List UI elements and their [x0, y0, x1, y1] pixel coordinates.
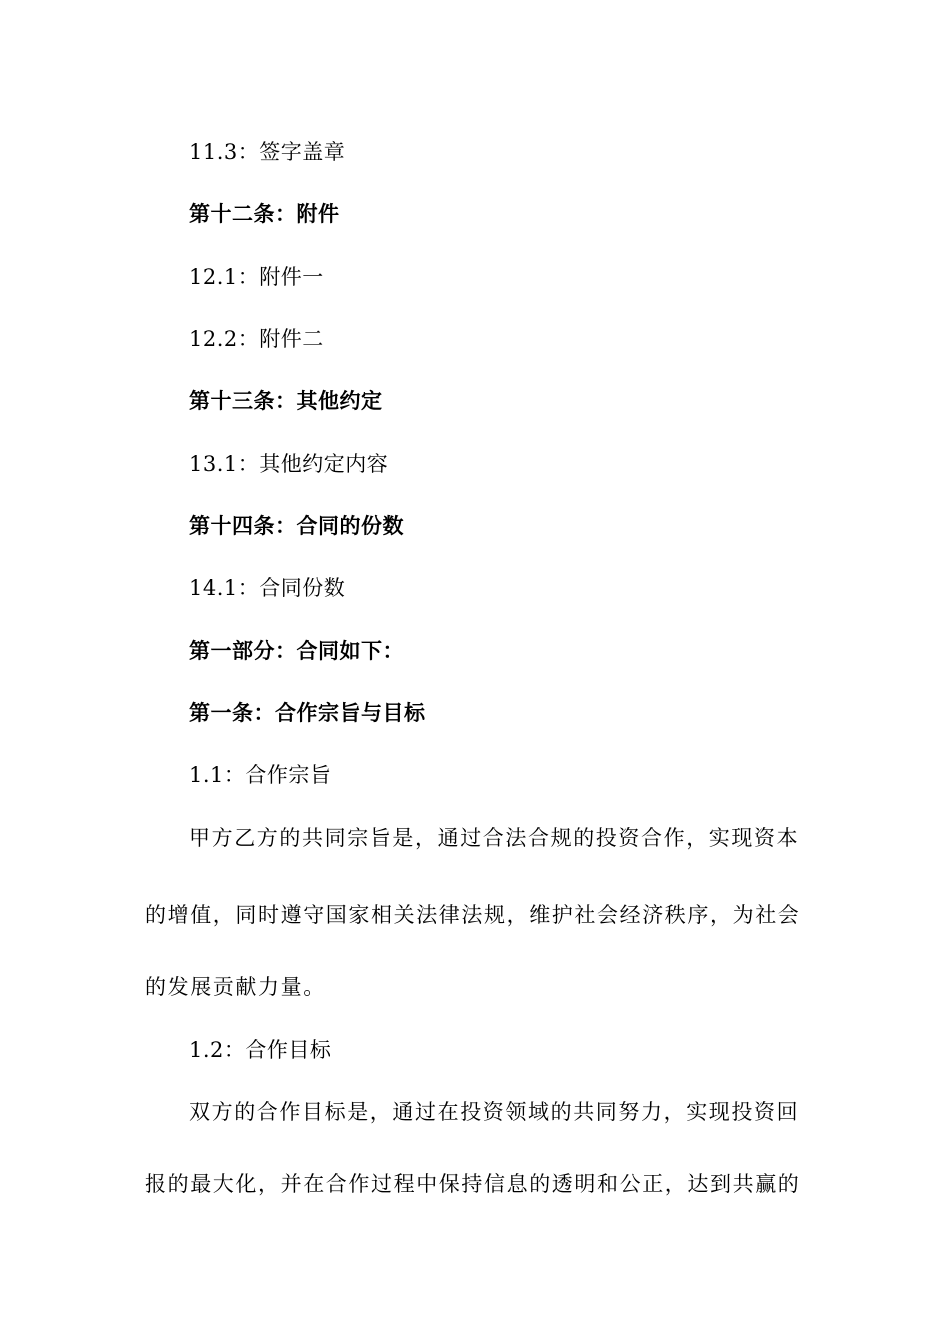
- article-1-heading: 第一条：合作宗旨与目标: [189, 701, 426, 725]
- paragraph-purpose-line-1: 甲方乙方的共同宗旨是，通过合法合规的投资合作，实现资本: [189, 826, 800, 850]
- clause-1-2: 1.2：合作目标: [189, 1038, 332, 1062]
- paragraph-purpose-line-2: 的增值，同时遵守国家相关法律法规，维护社会经济秩序，为社会: [145, 903, 801, 927]
- clause-12-1: 12.1：附件一: [189, 265, 324, 289]
- paragraph-goal-line-2: 报的最大化，并在合作过程中保持信息的透明和公正，达到共赢的: [145, 1172, 801, 1196]
- part-1-heading: 第一部分：合同如下：: [189, 639, 404, 663]
- clause-13-1: 13.1：其他约定内容: [189, 452, 389, 476]
- clause-14-1: 14.1：合同份数: [189, 576, 346, 600]
- clause-11-3: 11.3：签字盖章: [189, 140, 346, 164]
- article-12-heading: 第十二条：附件: [189, 202, 340, 226]
- paragraph-goal-line-1: 双方的合作目标是，通过在投资领域的共同努力，实现投资回: [189, 1100, 800, 1124]
- clause-12-2: 12.2：附件二: [189, 327, 324, 351]
- clause-1-1: 1.1：合作宗旨: [189, 763, 332, 787]
- paragraph-purpose-line-3: 的发展贡献力量。: [145, 975, 326, 999]
- article-13-heading: 第十三条：其他约定: [189, 389, 383, 413]
- article-14-heading: 第十四条：合同的份数: [189, 514, 404, 538]
